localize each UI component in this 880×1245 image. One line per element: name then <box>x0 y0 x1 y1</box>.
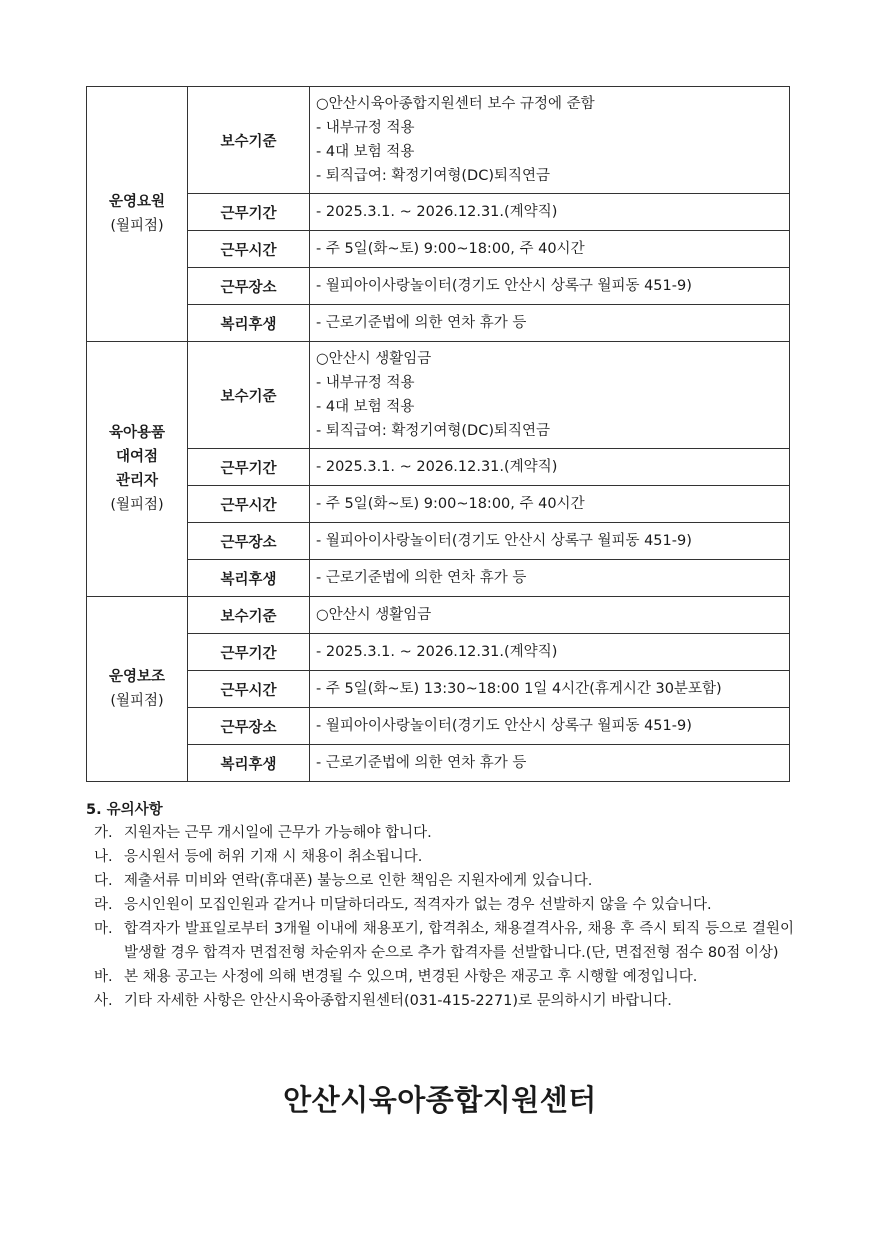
row-label: 보수기준 <box>188 597 310 634</box>
value-line: - 주 5일(화~토) 13:30~18:00 1일 4시간(휴게시간 30분포함) <box>316 681 722 697</box>
note-marker: 라. <box>94 897 113 913</box>
value-line: - 퇴직급여: 확정기여형(DC)퇴직연금 <box>316 423 551 439</box>
row-value <box>310 745 790 782</box>
row-label: 근무시간 <box>188 671 310 708</box>
row-value <box>310 597 790 634</box>
row-value <box>310 708 790 745</box>
row-value <box>310 560 790 597</box>
row-label: 근무시간 <box>188 486 310 523</box>
table-row <box>87 268 790 305</box>
row-value <box>310 231 790 268</box>
role-location: (월피점) <box>110 497 164 513</box>
table-row <box>87 305 790 342</box>
row-value <box>310 87 790 194</box>
row-value <box>310 486 790 523</box>
row-label: 복리후생 <box>188 745 310 782</box>
role-name: 운영요원 <box>108 194 166 210</box>
row-value <box>310 268 790 305</box>
table-row <box>87 523 790 560</box>
row-value <box>310 449 790 486</box>
note-item <box>94 821 794 845</box>
value-line: - 근로기준법에 의한 연차 휴가 등 <box>316 315 527 331</box>
note-marker: 마. <box>94 921 113 937</box>
value-line: - 근로기준법에 의한 연차 휴가 등 <box>316 755 527 771</box>
value-line: - 내부규정 적용 <box>316 120 415 136</box>
row-label: 근무기간 <box>188 449 310 486</box>
row-label: 보수기준 <box>188 87 310 194</box>
note-text: 제출서류 미비와 연락(휴대폰) 불능으로 인한 책임은 지원자에게 있습니다. <box>124 873 593 889</box>
table-row <box>87 449 790 486</box>
role-name: 육아용품 대여점 관리자 <box>108 425 166 489</box>
note-text: 합격자가 발표일로부터 3개월 이내에 채용포기, 합격취소, 채용결격사유, 채용 후 즉시 퇴직 등으로 결원이 발생할 경우 합격자 면접전형 차순위자 순으로 추가 합격자를 선발합니다.(단, 면접전형 점수 80점 이상) <box>124 921 794 961</box>
value-line: - 내부규정 적용 <box>316 375 415 391</box>
table-row <box>87 745 790 782</box>
row-value <box>310 523 790 560</box>
row-label: 복리후생 <box>188 305 310 342</box>
note-text: 응시인원이 모집인원과 같거나 미달하더라도, 적격자가 없는 경우 선발하지 않을 수 있습니다. <box>124 897 712 913</box>
table-row <box>87 486 790 523</box>
row-value <box>310 671 790 708</box>
table-row <box>87 560 790 597</box>
row-value <box>310 305 790 342</box>
value-line: - 퇴직급여: 확정기여형(DC)퇴직연금 <box>316 168 551 184</box>
note-text: 지원자는 근무 개시일에 근무가 가능해야 합니다. <box>124 825 432 841</box>
row-label: 근무기간 <box>188 634 310 671</box>
note-item <box>94 917 794 965</box>
table-row <box>87 194 790 231</box>
value-line: - 4대 보험 적용 <box>316 399 415 415</box>
value-line: ○안산시 생활임금 <box>316 607 432 623</box>
row-value <box>310 194 790 231</box>
value-line: - 4대 보험 적용 <box>316 144 415 160</box>
row-label: 근무기간 <box>188 194 310 231</box>
value-line: ○안산시육아종합지원센터 보수 규정에 준함 <box>316 96 595 112</box>
value-line: - 2025.3.1. ~ 2026.12.31.(계약직) <box>316 459 558 475</box>
role-location: (월피점) <box>110 693 164 709</box>
value-line: - 주 5일(화~토) 9:00~18:00, 주 40시간 <box>316 496 585 512</box>
table-row <box>87 597 790 634</box>
note-item <box>94 845 794 869</box>
notes-heading: 5. 유의사항 <box>86 802 163 818</box>
value-line: - 월피아이사랑놀이터(경기도 안산시 상록구 월피동 451-9) <box>316 278 692 294</box>
table-row <box>87 87 790 194</box>
note-marker: 사. <box>94 993 113 1009</box>
note-item <box>94 989 794 1013</box>
role-cell <box>87 342 188 597</box>
note-marker: 가. <box>94 825 113 841</box>
row-label: 복리후생 <box>188 560 310 597</box>
value-line: ○안산시 생활임금 <box>316 351 432 367</box>
role-location: (월피점) <box>110 218 164 234</box>
notes-list <box>94 821 794 1013</box>
table-row <box>87 671 790 708</box>
role-cell <box>87 87 188 342</box>
note-text: 응시원서 등에 허위 기재 시 채용이 취소됩니다. <box>124 849 423 865</box>
note-item <box>94 893 794 917</box>
note-marker: 다. <box>94 873 113 889</box>
row-value <box>310 342 790 449</box>
note-marker: 바. <box>94 969 113 985</box>
table-row <box>87 342 790 449</box>
row-label: 근무장소 <box>188 268 310 305</box>
row-label: 근무장소 <box>188 523 310 560</box>
note-text: 본 채용 공고는 사정에 의해 변경될 수 있으며, 변경된 사항은 재공고 후 시행할 예정입니다. <box>124 969 698 985</box>
row-label: 근무장소 <box>188 708 310 745</box>
role-name: 운영보조 <box>108 669 166 685</box>
row-label: 근무시간 <box>188 231 310 268</box>
value-line: - 2025.3.1. ~ 2026.12.31.(계약직) <box>316 644 558 660</box>
row-label: 보수기준 <box>188 342 310 449</box>
value-line: - 월피아이사랑놀이터(경기도 안산시 상록구 월피동 451-9) <box>316 718 692 734</box>
table-row <box>87 634 790 671</box>
table-row <box>87 708 790 745</box>
employment-conditions-table <box>86 86 790 782</box>
table-row <box>87 231 790 268</box>
value-line: - 2025.3.1. ~ 2026.12.31.(계약직) <box>316 204 558 220</box>
note-marker: 나. <box>94 849 113 865</box>
row-value <box>310 634 790 671</box>
value-line: - 월피아이사랑놀이터(경기도 안산시 상록구 월피동 451-9) <box>316 533 692 549</box>
role-cell <box>87 597 188 782</box>
note-text: 기타 자세한 사항은 안산시육아종합지원센터(031-415-2271)로 문의하시기 바랍니다. <box>124 993 672 1009</box>
note-item <box>94 869 794 893</box>
note-item <box>94 965 794 989</box>
value-line: - 근로기준법에 의한 연차 휴가 등 <box>316 570 527 586</box>
value-line: - 주 5일(화~토) 9:00~18:00, 주 40시간 <box>316 241 585 257</box>
organization-name: 안산시육아종합지원센터 <box>283 1083 597 1117</box>
